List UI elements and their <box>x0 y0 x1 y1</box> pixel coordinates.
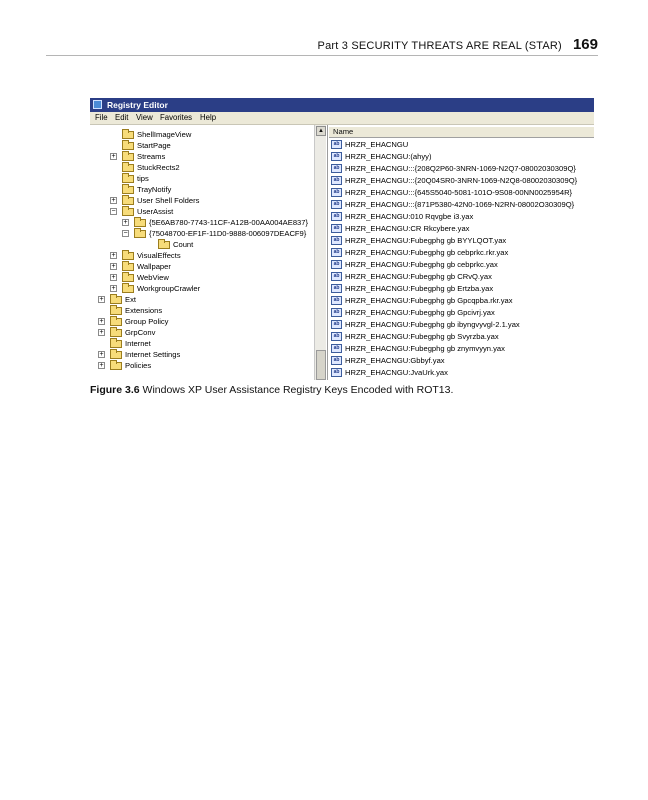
tree-item-label: Policies <box>125 361 152 370</box>
tree-item-label: ShellImageView <box>137 130 192 139</box>
menu-favorites[interactable]: Favorites <box>160 113 193 122</box>
binary-value-icon: ab <box>331 212 342 221</box>
expand-icon[interactable]: + <box>99 362 104 369</box>
folder-icon <box>110 307 122 315</box>
binary-value-icon: ab <box>331 260 342 269</box>
menu-help[interactable]: Help <box>200 113 217 122</box>
binary-value-icon: ab <box>331 368 342 377</box>
scroll-up-arrow-icon[interactable]: ▲ <box>316 126 326 136</box>
tree-item-label: Count <box>173 240 194 249</box>
tree-item-label: tips <box>137 174 149 183</box>
folder-icon <box>122 197 134 205</box>
binary-value-icon: ab <box>331 164 342 173</box>
value-name: HRZR_EHACNGU:010 Rqvgbe i3.yax <box>345 212 474 221</box>
expand-icon[interactable]: + <box>99 296 104 303</box>
header-rule <box>46 55 598 56</box>
folder-icon <box>110 362 122 370</box>
tree-item-label: Internet <box>125 339 151 348</box>
folder-icon <box>122 252 134 260</box>
value-name: HRZR_EHACNGU:Fubegphg gb Ertzba.yax <box>345 284 494 293</box>
folder-icon <box>122 274 134 282</box>
tree-item-label: TrayNotify <box>137 185 172 194</box>
value-name: HRZR_EHACNGU:::{20Q04SR0-3NRN-1069-N2Q8-08002030309Q} <box>345 176 578 185</box>
binary-value-icon: ab <box>331 308 342 317</box>
binary-value-icon: ab <box>331 356 342 365</box>
expand-icon[interactable]: + <box>111 252 116 259</box>
folder-icon <box>158 241 170 249</box>
collapse-icon[interactable]: − <box>111 208 116 215</box>
value-name: HRZR_EHACNGU:(ahyy) <box>345 152 432 161</box>
value-name: HRZR_EHACNGU:Fubegphg gb cebprkc.yax <box>345 260 498 269</box>
tree-item-label: Streams <box>137 152 166 161</box>
expand-icon[interactable]: + <box>99 351 104 358</box>
name-column-label: Name <box>333 127 354 136</box>
running-header <box>46 36 598 52</box>
tree-item-label: StuckRects2 <box>137 163 180 172</box>
tree-item-label: User Shell Folders <box>137 196 200 205</box>
folder-icon <box>110 318 122 326</box>
value-name: HRZR_EHACNGU:Fubegphg gb ibyngvyvgl-2.1.yax <box>345 320 520 329</box>
value-name: HRZR_EHACNGU:Gbbyf.yax <box>345 356 445 365</box>
registry-editor-icon <box>93 100 102 109</box>
folder-icon <box>122 142 134 150</box>
value-name: HRZR_EHACNGU:::{645S5040-5081-101O-9S08-00NN0025954R} <box>345 188 573 197</box>
value-name: HRZR_EHACNGU:Fubegphg gb znymvyyn.yax <box>345 344 505 353</box>
figure-label: Figure 3.6 <box>90 384 140 396</box>
expand-icon[interactable]: + <box>111 285 116 292</box>
folder-icon <box>122 285 134 293</box>
expand-icon[interactable]: + <box>111 263 116 270</box>
binary-value-icon: ab <box>331 272 342 281</box>
binary-value-icon: ab <box>331 344 342 353</box>
expand-icon[interactable]: + <box>99 329 104 336</box>
folder-icon <box>110 340 122 348</box>
value-name: HRZR_EHACNGU:CR Rkcybere.yax <box>345 224 470 233</box>
binary-value-icon: ab <box>331 248 342 257</box>
binary-value-icon: ab <box>331 332 342 341</box>
values-pane <box>329 125 594 380</box>
folder-icon <box>122 175 134 183</box>
folder-icon <box>134 230 146 238</box>
binary-value-icon: ab <box>331 224 342 233</box>
folder-icon <box>122 131 134 139</box>
binary-value-icon: ab <box>331 152 342 161</box>
tree-item-label: GrpConv <box>125 328 156 337</box>
tree-item-label: VisualEffects <box>137 251 181 260</box>
value-name: HRZR_EHACNGU:::{208Q2P60-3NRN-1069-N2Q7-08002030309Q} <box>345 164 576 173</box>
tree-item-label: StartPage <box>137 141 171 150</box>
value-name: HRZR_EHACNGU:Fubegphg gb Gpcivrj.yax <box>345 308 495 317</box>
figure-caption <box>90 384 610 396</box>
page-number: 169 <box>572 36 598 53</box>
expand-icon[interactable]: + <box>123 219 128 226</box>
expand-icon[interactable]: + <box>99 318 104 325</box>
tree-item-label: {75048700-EF1F-11D0-9888-006097DEACF9} <box>149 229 307 238</box>
value-name: HRZR_EHACNGU <box>345 140 409 149</box>
tree-item-label: WebView <box>137 273 169 282</box>
collapse-icon[interactable]: − <box>123 230 128 237</box>
menu-edit[interactable]: Edit <box>115 113 129 122</box>
tree-item-label: Extensions <box>125 306 163 315</box>
tree-item-label: UserAssist <box>137 207 174 216</box>
binary-value-icon: ab <box>331 284 342 293</box>
binary-value-icon: ab <box>331 176 342 185</box>
figure-caption-text: Windows XP User Assistance Registry Keys Encoded with ROT13. <box>142 384 454 396</box>
folder-icon <box>122 186 134 194</box>
title-bar <box>90 98 594 112</box>
binary-value-icon: ab <box>331 236 342 245</box>
binary-value-icon: ab <box>331 200 342 209</box>
binary-value-icon: ab <box>331 140 342 149</box>
expand-icon[interactable]: + <box>111 153 116 160</box>
folder-icon <box>122 263 134 271</box>
registry-editor-screenshot <box>90 98 594 380</box>
folder-icon <box>122 153 134 161</box>
value-name: HRZR_EHACNGU:Fubegphg gb BYYLQOT.yax <box>345 236 507 245</box>
folder-icon <box>122 164 134 172</box>
tree-item-label: Group Policy <box>125 317 169 326</box>
value-name: HRZR_EHACNGU:Fubegphg gb CRvQ.yax <box>345 272 492 281</box>
value-name: HRZR_EHACNGU:JvaUrk.yax <box>345 368 448 377</box>
binary-value-icon: ab <box>331 296 342 305</box>
menu-file[interactable]: File <box>95 113 108 122</box>
folder-icon <box>110 351 122 359</box>
folder-icon <box>110 296 122 304</box>
value-name: HRZR_EHACNGU:Fubegphg gb Gpcqpba.rkr.yax <box>345 296 513 305</box>
tree-item-label: Internet Settings <box>125 350 181 359</box>
binary-value-icon: ab <box>331 188 342 197</box>
tree-scrollbar[interactable] <box>314 125 326 380</box>
expand-icon[interactable]: + <box>111 274 116 281</box>
folder-icon <box>122 208 134 216</box>
name-column-header[interactable] <box>329 127 594 138</box>
menu-view[interactable]: View <box>136 113 153 122</box>
tree-item-label: Ext <box>125 295 136 304</box>
window-title: Registry Editor <box>107 100 168 110</box>
tree-item-label: {5E6AB780-7743-11CF-A12B-00AA004AE837} <box>149 218 309 227</box>
binary-value-icon: ab <box>331 320 342 329</box>
tree-item-label: WorkgroupCrawler <box>137 284 201 293</box>
value-name: HRZR_EHACNGU:::{871P5380-42N0-1069-N2RN-08002O30309Q} <box>345 200 575 209</box>
value-name: HRZR_EHACNGU:Fubegphg gb cebprkc.rkr.yax <box>345 248 509 257</box>
running-header-part: Part 3 SECURITY THREATS ARE REAL (STAR) <box>317 40 562 52</box>
folder-icon <box>134 219 146 227</box>
value-name: HRZR_EHACNGU:Fubegphg gb Svyrzba.yax <box>345 332 499 341</box>
key-tree-pane <box>90 125 328 380</box>
expand-icon[interactable]: + <box>111 197 116 204</box>
menu-bar <box>90 112 594 125</box>
scrollbar-thumb[interactable] <box>316 350 326 380</box>
tree-item-label: Wallpaper <box>137 262 171 271</box>
folder-icon <box>110 329 122 337</box>
